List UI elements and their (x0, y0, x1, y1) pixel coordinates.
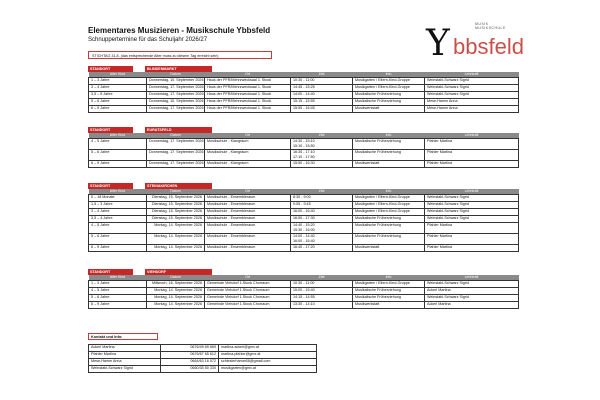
table-row (89, 92, 519, 99)
cell-teacher: Ackerl Martina (425, 288, 519, 295)
cell-time: 9:05 - 9:45 (291, 202, 353, 209)
cell-teacher: Pfahler Martina (425, 161, 519, 168)
logo-letter: Y (426, 23, 450, 64)
standort-name: STEINAKIRCHEN (145, 183, 212, 189)
contact-email: schlesierhamm06@gmail.com (219, 359, 317, 366)
contact-row (89, 366, 317, 373)
table-row (89, 139, 519, 150)
schedule-section (88, 183, 518, 252)
cell-info: Musikgarten / Eltern-Kind-Gruppe (353, 195, 425, 202)
cell-time: 8:30 - 9:00 (291, 195, 353, 202)
column-header-time: Zeit (291, 189, 353, 195)
section-header (88, 269, 518, 275)
cell-time: 13:30 - 14:10 (291, 302, 353, 309)
cell-time: 16:40 - 17:20 (291, 245, 353, 252)
cell-teacher: Mese-Hamm Anna (425, 99, 519, 106)
cell-teacher: Weinstabl-Schwarz Sigrid (425, 85, 519, 92)
contact-row (89, 359, 317, 366)
contact-name: Pfahler Martina (89, 352, 161, 359)
table-row (89, 106, 519, 113)
standort-name: BLINDENMARKT (145, 66, 212, 72)
schedule-section (88, 66, 518, 113)
cell-age: 3,5 – 5 Jahre (89, 92, 147, 99)
cell-date: Dienstag, 15. September 2026 (147, 216, 205, 223)
column-header-location: Ort (205, 189, 291, 195)
cell-time: 14:00 - 14:40 16:00 - 16:40 (291, 234, 353, 245)
cell-teacher: Weinstabl-Schwarz Sigrid (425, 195, 519, 202)
cell-location: Musikschule - Ensembleraum (205, 216, 291, 223)
contact-email: musikgarten@gmx.at (219, 366, 317, 373)
cell-time: 14:00 - 14:40 (291, 92, 353, 99)
cell-date: Montag, 14. September 2026 (147, 245, 205, 252)
column-header-date: Datum (147, 72, 205, 78)
table-row (89, 302, 519, 309)
cell-location: Haus der PFR/Mehrzwecksaal 1. Stock (205, 106, 291, 113)
cell-location: Musikschule - Ensembleraum (205, 223, 291, 234)
page-title: Elementares Musizieren - Musikschule Ybbsfeld (88, 26, 271, 35)
cell-date: Dienstag, 15. September 2026 (147, 195, 205, 202)
cell-location: Musikschule - Ensembleraum (205, 209, 291, 216)
cell-location: Gemeinde Viehdorf 1.Stock Chorraum (205, 295, 291, 302)
standort-label: STANDORT (88, 183, 133, 189)
cell-age: 3 – 4 Jahre (89, 85, 147, 92)
logo-wordmark: bbsfeld (453, 34, 524, 59)
cell-age: 1 – 3 Jahre (89, 281, 147, 288)
cell-info: Musikwerkstatt (353, 106, 425, 113)
cell-teacher: Weinstabl-Schwarz Sigrid (425, 295, 519, 302)
cell-location: Musikschule - Ensembleraum (205, 202, 291, 209)
cell-location: Haus der PFR/Mehrzwecksaal 1. Stock (205, 92, 291, 99)
cell-teacher: Pfahler Martina (425, 139, 519, 150)
cell-age: 1,5 – 3 Jahre (89, 202, 147, 209)
cell-time: 16:30 - 17:10 17:10 - 17:50 (291, 150, 353, 161)
table-row (89, 295, 519, 302)
cell-info: Musikgarten / Eltern-Kind-Gruppe (353, 78, 425, 85)
contact-phone: 0664/63 16 072 (161, 359, 219, 366)
cell-age: 6 – 9 Jahre (89, 245, 147, 252)
cell-age: 4 – 5 Jahre (89, 288, 147, 295)
cell-location: Haus der PFR/Mehrzwecksaal 1. Stock (205, 78, 291, 85)
contact-row (89, 352, 317, 359)
cell-location: Gemeinde Viehdorf 1.Stock Chorraum (205, 281, 291, 288)
cell-date: Montag, 14. September 2026 (147, 295, 205, 302)
table-row (89, 150, 519, 161)
cell-teacher: Pfahler Martina (425, 150, 519, 161)
contact-email: martina.ackerl@gmx.at (219, 345, 317, 352)
column-header-teacher: Lehrkraft (425, 189, 519, 195)
cell-age: 5 – 6 Jahre (89, 150, 147, 161)
cell-time: 14:40 - 15:20 15:30 - 16:00 (291, 223, 353, 234)
standort-name: EURATSFELD (145, 127, 212, 133)
cell-location: Musikschule - Ensembleraum (205, 245, 291, 252)
standort-label: STANDORT (88, 269, 133, 275)
standort-name: VIEHDORF (145, 269, 212, 275)
cell-date: Donnerstag, 10. September 2026 (147, 99, 205, 106)
cell-teacher: Weinstabl-Schwarz Sigrid (425, 216, 519, 223)
cell-teacher: Weinstabl-Schwarz Sigrid (425, 209, 519, 216)
section-header (88, 66, 518, 72)
cell-time: 10:30 - 11:00 (291, 78, 353, 85)
column-header-location: Ort (205, 72, 291, 78)
contact-email: martina.pfahler@gmx.at (219, 352, 317, 359)
cell-date: Donnerstag, 17. September 2026 (147, 85, 205, 92)
cell-info: Musikalische Früherziehung (353, 234, 425, 245)
cell-date: Donnerstag, 17. September 2026 (147, 106, 205, 113)
cell-info: Musikgarten / Eltern-Kind-Gruppe (353, 202, 425, 209)
contact-name: Weinstabl-Schwarz Sigrid (89, 366, 161, 373)
cell-location: Haus der PFR/Mehrzwecksaal 1. Stock (205, 99, 291, 106)
cell-date: Dienstag, 15. September 2026 (147, 202, 205, 209)
cutoff-notice: STICHTAG 31.8. (das entsprechende Alter muss zu diesem Tag erreicht sein) (88, 51, 272, 59)
column-header-age: Alter Kind (89, 72, 147, 78)
table-row (89, 99, 519, 106)
cell-date: Montag, 14. September 2026 (147, 288, 205, 295)
column-header-location: Ort (205, 133, 291, 139)
column-header-teacher: Lehrkraft (425, 275, 519, 281)
cell-info: Musikalische Früherziehung (353, 99, 425, 106)
cell-age: 3,5 – 4 Jahre (89, 216, 147, 223)
contact-phone: 0660/35 50 330 (161, 366, 219, 373)
cell-location: Musikschule - Klangraum (205, 161, 291, 168)
column-header-age: Alter Kind (89, 189, 147, 195)
table-row (89, 85, 519, 92)
cell-date: Montag, 14. September 2026 (147, 302, 205, 309)
table-row (89, 288, 519, 295)
cell-age: 5 – 6 Jahre (89, 234, 147, 245)
column-header-date: Datum (147, 133, 205, 139)
cell-info: Musikgarten / Eltern-Kind-Gruppe (353, 209, 425, 216)
table-row (89, 234, 519, 245)
cell-age: 3 – 4 Jahre (89, 209, 147, 216)
cell-info: Musikalische Früherziehung (353, 92, 425, 99)
section-header (88, 183, 518, 189)
cell-date: Donnerstag, 10. September 2026 (147, 78, 205, 85)
schedule-table (88, 72, 519, 113)
cell-info: Musikgarten / Eltern-Kind-Gruppe (353, 85, 425, 92)
column-header-age: Alter Kind (89, 133, 147, 139)
column-header-date: Datum (147, 189, 205, 195)
cell-time: 10:30 - 11:00 (291, 281, 353, 288)
cell-age: 6 – 9 Jahre (89, 106, 147, 113)
column-header-time: Zeit (291, 133, 353, 139)
cell-info: Musikalische Früherziehung (353, 216, 425, 223)
column-header-info: Info (353, 133, 425, 139)
page-subtitle: Schnuppertermine für das Schuljahr 2026/27 (88, 37, 208, 43)
cell-age: 5 – 6 Jahre (89, 99, 147, 106)
cell-time: 16:50 - 17:30 (291, 216, 353, 223)
cell-info: Musikalische Früherziehung (353, 295, 425, 302)
cell-location: Musikschule - Ensembleraum (205, 234, 291, 245)
cell-info: Musikgarten / Eltern-Kind-Gruppe (353, 281, 425, 288)
table-row (89, 245, 519, 252)
cell-teacher: Ackerl Martina (425, 302, 519, 309)
standort-label: STANDORT (88, 66, 133, 72)
cell-age: 6 – 9 Jahre (89, 302, 147, 309)
cell-age: 4 – 5 Jahre (89, 223, 147, 234)
contact-name: Mese-Hamm Anna (89, 359, 161, 366)
cell-location: Musikschule - Klangraum (205, 150, 291, 161)
standort-label: STANDORT (88, 127, 133, 133)
cell-info: Musikwerkstatt (353, 302, 425, 309)
cell-info: Musikalische Früherziehung (353, 223, 425, 234)
cell-age: 4 – 5 Jahre (89, 139, 147, 150)
contact-title: Kontakt und Info: (88, 333, 158, 340)
cell-location: Gemeinde Viehdorf 1.Stock Chorraum (205, 288, 291, 295)
contact-table-wrap (88, 344, 316, 373)
cell-date: Mittwoch, 16. September 2026 (147, 281, 205, 288)
logo-line-2: MUSIKSCHULE (475, 26, 506, 30)
cell-time: 15:50 - 16:30 (291, 161, 353, 168)
cell-location: Haus der PFR/Mehrzwecksaal 1. Stock (205, 85, 291, 92)
cell-teacher: Pfahler Martina (425, 223, 519, 234)
contact-table (88, 344, 317, 373)
cell-teacher: Weinstabl-Schwarz Sigrid (425, 78, 519, 85)
cell-teacher: Weinstabl-Schwarz Sigrid (425, 92, 519, 99)
cell-time: 14:45 - 15:25 (291, 85, 353, 92)
cell-age: 5 – 6 Jahre (89, 295, 147, 302)
cell-info: Musikalische Früherziehung (353, 150, 425, 161)
cell-date: Donnerstag, 17. September 2026 (147, 161, 205, 168)
schedule-section (88, 127, 518, 168)
cell-date: Donnerstag, 17. September 2026 (147, 92, 205, 99)
cell-info: Musikwerkstatt (353, 245, 425, 252)
schedule-section (88, 269, 518, 309)
schedule-table (88, 133, 519, 168)
table-row (89, 223, 519, 234)
table-row (89, 78, 519, 85)
cell-date: Donnerstag, 17. September 2026 (147, 150, 205, 161)
column-header-info: Info (353, 275, 425, 281)
cell-location: Musikschule - Klangraum (205, 139, 291, 150)
contact-phone: 0676/67 65 612 (161, 352, 219, 359)
column-header-info: Info (353, 189, 425, 195)
column-header-age: Alter Kind (89, 275, 147, 281)
column-header-time: Zeit (291, 275, 353, 281)
cell-time: 14:30 - 15:10 15:10 - 15:50 (291, 139, 353, 150)
table-row (89, 209, 519, 216)
cell-date: Montag, 14. September 2026 (147, 234, 205, 245)
section-header (88, 127, 518, 133)
column-header-date: Datum (147, 275, 205, 281)
cell-time: 14:15 - 14:55 (291, 295, 353, 302)
schedule-table (88, 189, 519, 252)
schedule-table (88, 275, 519, 309)
cell-time: 15:15 - 15:55 (291, 99, 353, 106)
cell-teacher: Pfahler Martina (425, 245, 519, 252)
cell-date: Donnerstag, 17. September 2026 (147, 139, 205, 150)
cell-info: Musikalische Früherziehung (353, 139, 425, 150)
cell-location: Musikschule - Ensembleraum (205, 195, 291, 202)
cell-location: Gemeinde Viehdorf 1.Stock Chorraum (205, 302, 291, 309)
cell-age: 0 – 18 Monate (89, 195, 147, 202)
cell-time: 15:55 - 16:45 (291, 106, 353, 113)
logo-line-1: MUSIK (475, 22, 489, 26)
cell-age: 1 – 3 Jahre (89, 78, 147, 85)
cell-teacher: Pfahler Martina (425, 234, 519, 245)
table-row (89, 281, 519, 288)
contact-name: Ackerl Martina (89, 345, 161, 352)
cell-age: 6 – 9 Jahre (89, 161, 147, 168)
cell-teacher: Weinstabl-Schwarz Sigrid (425, 281, 519, 288)
contact-phone: 0676/49 69 669 (161, 345, 219, 352)
cell-time: 16:00 - 16:40 (291, 209, 353, 216)
table-row (89, 161, 519, 168)
column-header-time: Zeit (291, 72, 353, 78)
table-row (89, 195, 519, 202)
cell-date: Montag, 14. September 2026 (147, 223, 205, 234)
column-header-teacher: Lehrkraft (425, 72, 519, 78)
table-row (89, 202, 519, 209)
cell-info: Musikalische Früherziehung (353, 288, 425, 295)
column-header-teacher: Lehrkraft (425, 133, 519, 139)
cell-teacher: Weinstabl-Schwarz Sigrid (425, 202, 519, 209)
column-header-location: Ort (205, 275, 291, 281)
contact-row (89, 345, 317, 352)
cell-info: Musikwerkstatt (353, 161, 425, 168)
table-row (89, 216, 519, 223)
cell-date: Dienstag, 15. September 2026 (147, 209, 205, 216)
cell-teacher: Mese-Hamm Anna (425, 106, 519, 113)
school-logo (426, 22, 536, 68)
cell-time: 15:00 - 15:40 (291, 288, 353, 295)
column-header-info: Info (353, 72, 425, 78)
